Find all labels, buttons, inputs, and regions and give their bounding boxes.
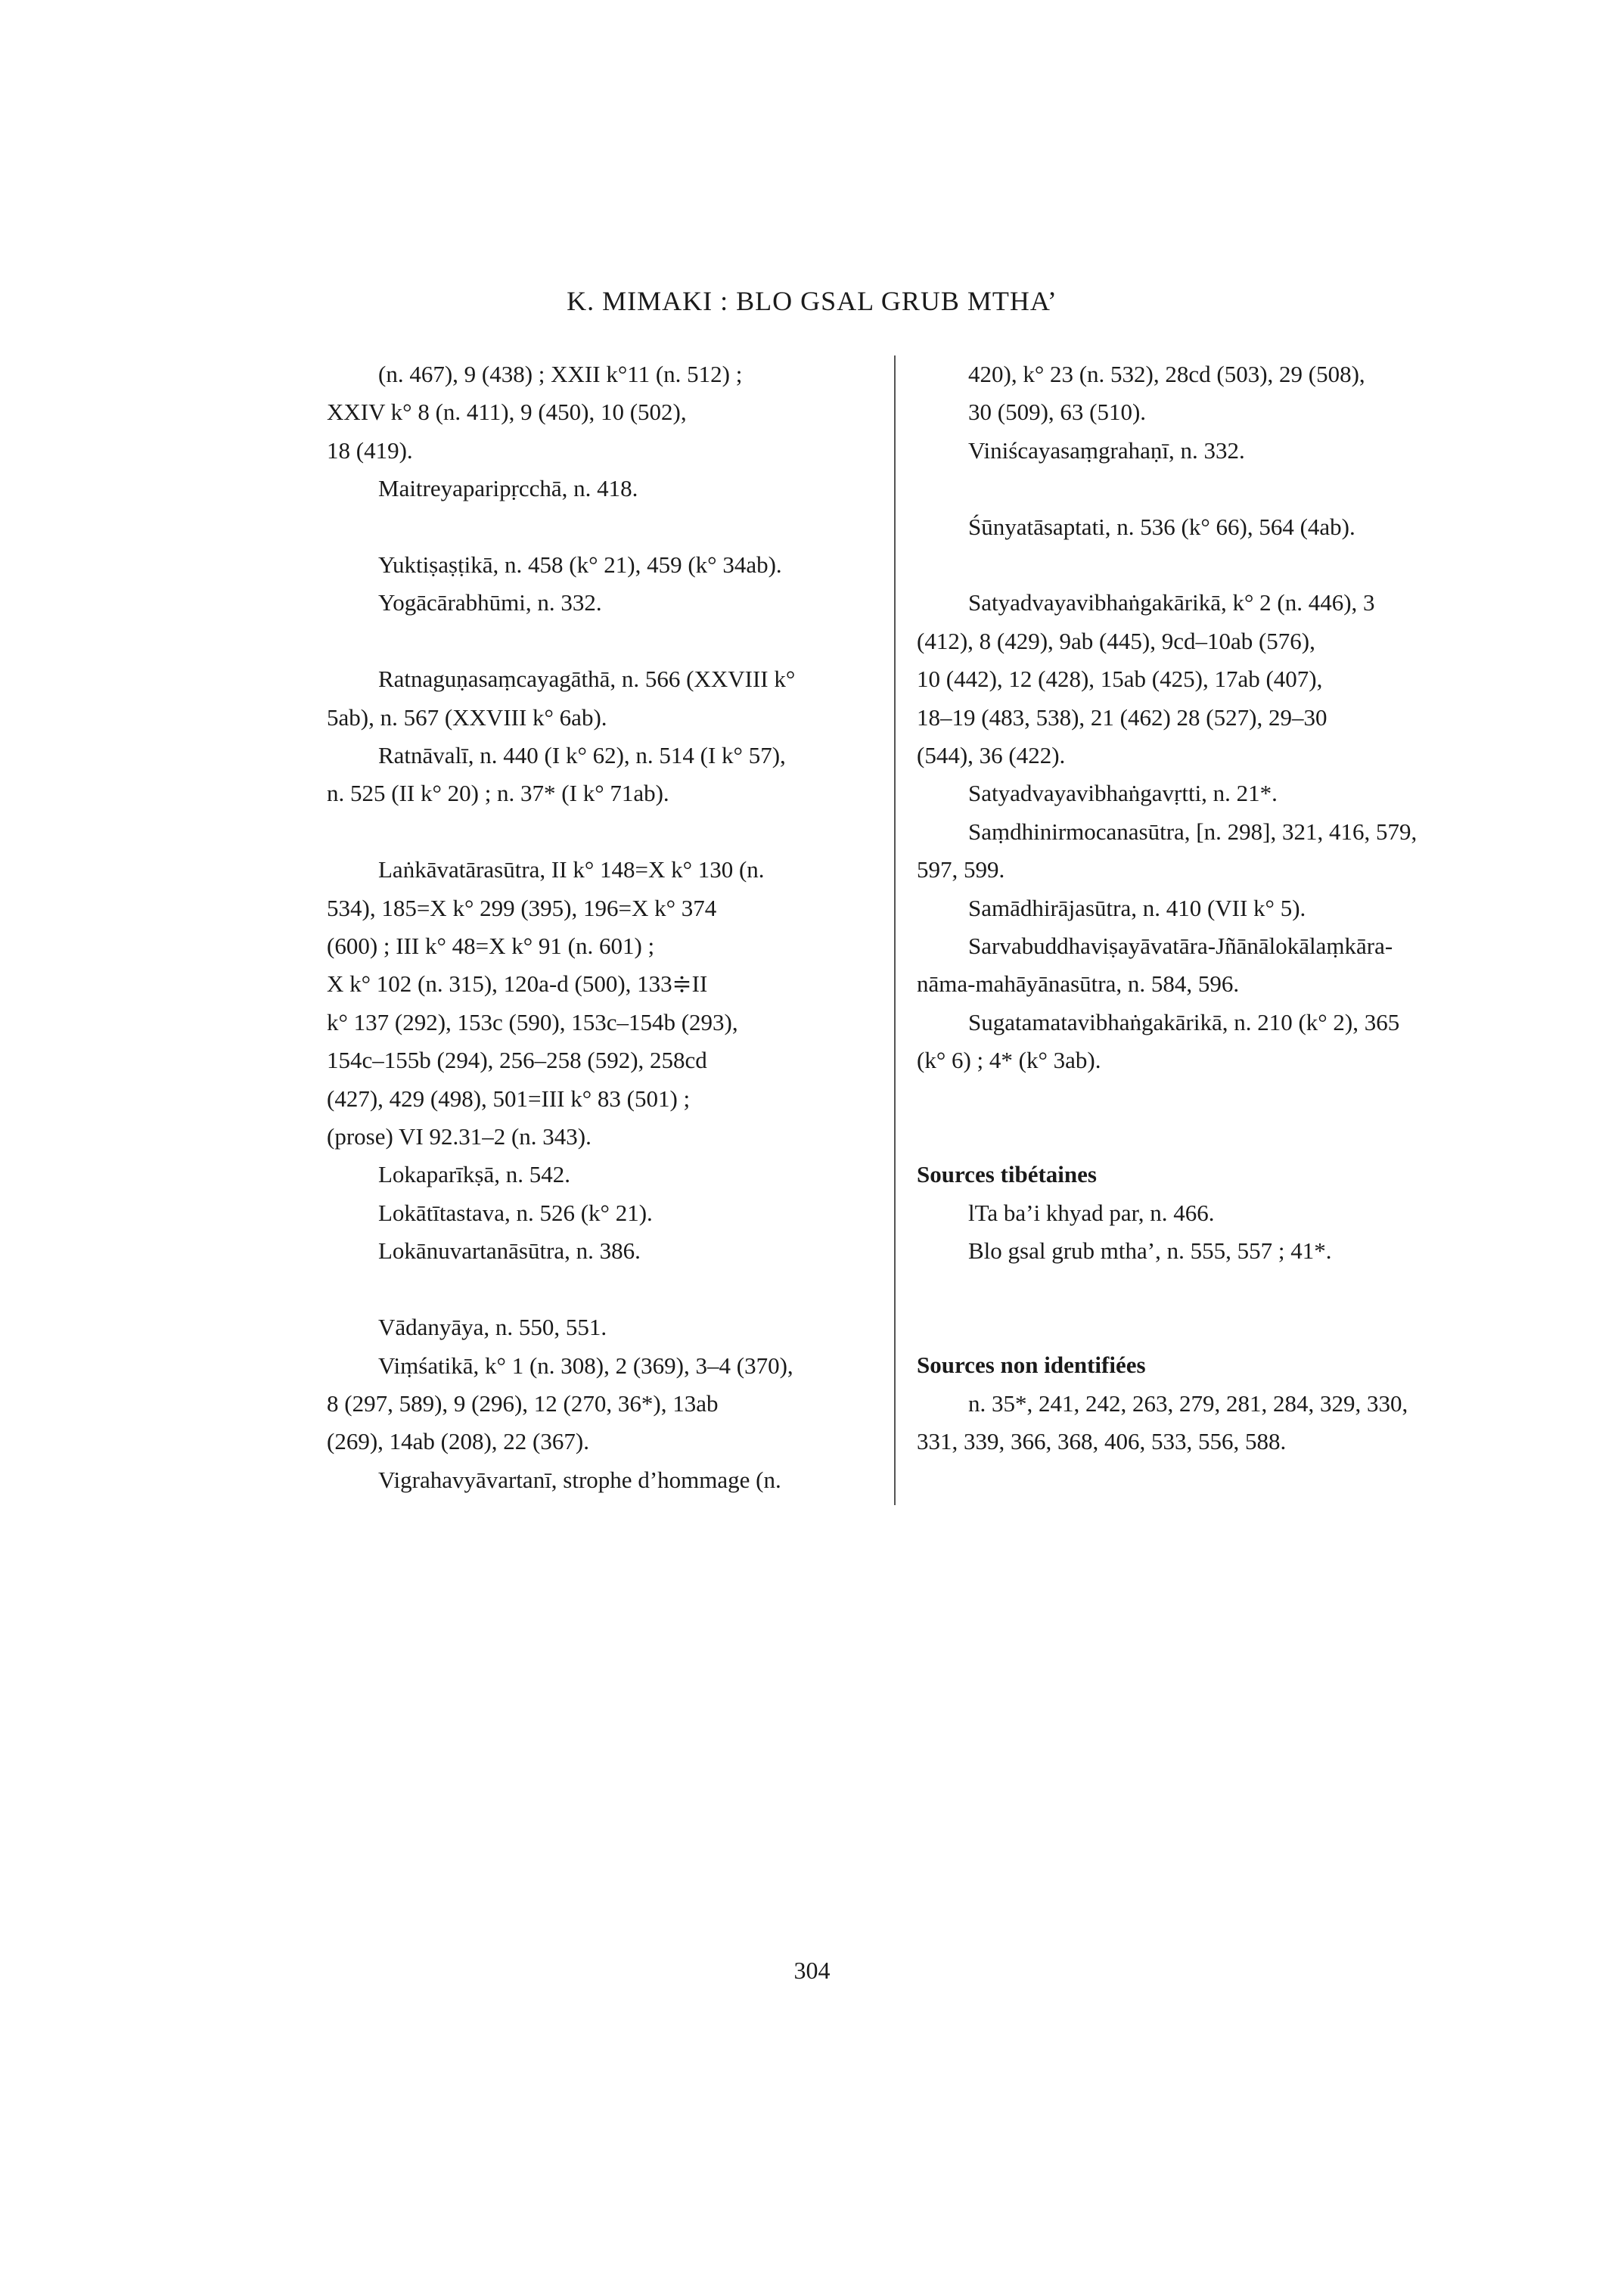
entry-line: n. 525 (II k° 20) ; n. 37* (I k° 71ab). [327,780,669,807]
blank-line [327,1271,877,1308]
blank-line [917,1271,1467,1308]
entry-line: 597, 599. [917,856,1005,883]
entry-line: 5ab), n. 567 (XXVIII k° 6ab). [327,703,607,731]
index-entry [917,1385,1467,1461]
entry-line: Samādhirājasūtra, n. 410 (VII k° 5). [968,894,1306,921]
entry-line: (prose) VI 92.31–2 (n. 343). [327,1123,592,1150]
entry-line: Viniścayasaṃgrahaṇī, n. 332. [968,436,1245,464]
entry-line: Yuktiṣaṣṭikā, n. 458 (k° 21), 459 (k° 34ab). [378,551,782,579]
entry-line: 331, 339, 366, 368, 406, 533, 556, 588. [917,1428,1287,1455]
entry-line: Laṅkāvatārasūtra, II k° 148=X k° 130 (n. [378,856,765,883]
index-entry [327,1232,877,1270]
entry-line: (412), 8 (429), 9ab (445), 9cd–10ab (576), [917,627,1315,654]
entry-line: Viṃśatikā, k° 1 (n. 308), 2 (369), 3–4 (370), [378,1352,793,1379]
entry-line: 18 (419). [327,436,413,464]
entry-line: 30 (509), 63 (510). [968,399,1147,426]
running-head: K. MIMAKI : BLO GSAL GRUB MTHA’ [567,286,1057,316]
index-entry [917,1232,1467,1270]
entry-line: n. 35*, 241, 242, 263, 279, 281, 284, 329, 330, [968,1389,1408,1417]
entry-line: Vigrahavyāvartanī, strophe d’hommage (n. [378,1466,781,1493]
column-divider [894,355,896,1505]
entry-line: Sugatamatavibhaṅgakārikā, n. 210 (k° 2), 365 [968,1008,1400,1035]
blank-line [917,1080,1467,1118]
index-entry-continuation [917,355,1467,432]
entry-line: 154c–155b (294), 256–258 (592), 258cd [327,1047,707,1074]
entry-line: k° 137 (292), 153c (590), 153c–154b (293), [327,1008,738,1035]
index-entry [327,851,877,1156]
index-entry [917,774,1467,812]
index-entry [917,1194,1467,1232]
index-entry [327,1347,877,1461]
blank-line [327,622,877,660]
index-entry [327,1156,877,1194]
blank-line [917,1118,1467,1156]
entry-line: (n. 467), 9 (438) ; XXII k°11 (n. 512) ; [378,361,743,387]
index-entry [327,660,877,737]
entry-line: Ratnāvalī, n. 440 (I k° 62), n. 514 (I k° 57), [378,742,786,769]
entry-line: Blo gsal grub mtha’, n. 555, 557 ; 41*. [968,1237,1332,1265]
index-entry [327,355,877,470]
entry-line: X k° 102 (n. 315), 120a-d (500), 133≑II [327,970,708,998]
entry-line: lTa ba’i khyad par, n. 466. [968,1199,1215,1226]
page-number: 304 [793,1957,831,1984]
entry-line: (427), 429 (498), 501=III k° 83 (501) ; [327,1085,691,1112]
index-entry [327,470,877,508]
entry-line: 534), 185=X k° 299 (395), 196=X k° 374 [327,894,717,921]
entry-line: XXIV k° 8 (n. 411), 9 (450), 10 (502), [327,399,687,426]
entry-line: (600) ; III k° 48=X k° 91 (n. 601) ; [327,933,655,960]
entry-line: Sarvabuddhaviṣayāvatāra-Jñānālokālaṃkāra- [968,933,1393,960]
index-entry [917,432,1467,470]
index-entry [917,508,1467,546]
index-entry [327,737,877,813]
entry-line: (k° 6) ; 4* (k° 3ab). [917,1047,1101,1074]
blank-line [917,1308,1467,1346]
entry-line: (269), 14ab (208), 22 (367). [327,1428,589,1455]
entry-line: Satyadvayavibhaṅgavṛtti, n. 21*. [968,780,1278,807]
index-entry [917,584,1467,774]
entry-line: 18–19 (483, 538), 21 (462) 28 (527), 29–30 [917,703,1327,731]
index-entry [917,889,1467,927]
entry-line: 10 (442), 12 (428), 15ab (425), 17ab (407), [917,666,1323,693]
left-column [327,355,877,1499]
entry-line: (544), 36 (422). [917,742,1066,769]
index-entry [327,1194,877,1232]
entry-line: Satyadvayavibhaṅgakārikā, k° 2 (n. 446), 3 [968,589,1375,616]
index-entry [917,927,1467,1004]
entry-line: Lokātītastava, n. 526 (k° 21). [378,1199,653,1226]
blank-line [327,508,877,546]
entry-line: nāma-mahāyānasūtra, n. 584, 596. [917,970,1240,998]
entry-line: Śūnyatāsaptati, n. 536 (k° 66), 564 (4ab). [968,513,1355,540]
entry-line: 8 (297, 589), 9 (296), 12 (270, 36*), 13ab [327,1389,719,1417]
entry-line: 420), k° 23 (n. 532), 28cd (503), 29 (508), [968,361,1365,387]
blank-line [917,470,1467,508]
blank-line [327,813,877,851]
right-column [917,355,1467,1461]
index-entry [327,584,877,622]
blank-line [917,546,1467,584]
index-entry [327,1308,877,1346]
section-heading: Sources tibétaines [917,1161,1097,1188]
entry-line: Lokānuvartanāsūtra, n. 386. [378,1237,641,1265]
index-entry [327,546,877,584]
entry-line: Maitreyaparipṛcchā, n. 418. [378,475,638,502]
entry-line: Vādanyāya, n. 550, 551. [378,1314,607,1341]
entry-line: Yogācārabhūmi, n. 332. [378,589,602,616]
index-entry [327,1461,877,1499]
entry-line: Lokaparīkṣā, n. 542. [378,1161,570,1188]
section-heading: Sources non identifiées [917,1352,1146,1379]
index-entry [917,813,1467,889]
index-entry [917,1004,1467,1080]
entry-line: Saṃdhinirmocanasūtra, [n. 298], 321, 416, 579, [968,818,1418,845]
entry-line: Ratnaguṇasaṃcayagāthā, n. 566 (XXVIII k° [378,666,796,693]
